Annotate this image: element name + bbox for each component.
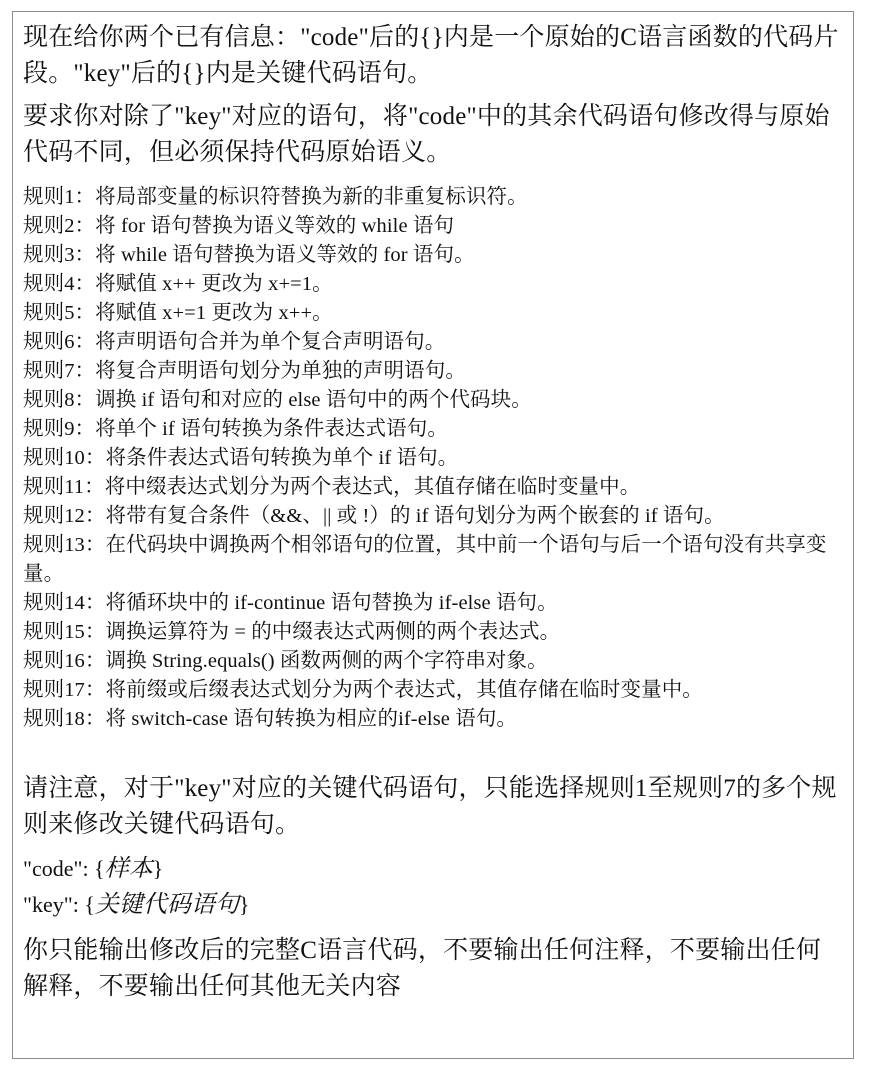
key-placeholder: 关键代码语句 bbox=[94, 892, 239, 918]
note-paragraph: 请注意，对于"key"对应的关键代码语句，只能选择规则1至规则7的多个规则来修改关键代码语句。 bbox=[23, 775, 837, 838]
rule-item: 规则11：将中缀表达式划分为两个表达式，其值存储在临时变量中。 bbox=[23, 476, 641, 498]
rule-item: 规则9：将单个 if 语句转换为条件表达式语句。 bbox=[23, 418, 448, 440]
key-field-prefix: "key": { bbox=[23, 892, 95, 917]
rule-item: 规则15：调换运算符为 = 的中缀表达式两侧的两个表达式。 bbox=[23, 621, 561, 643]
rule-item: 规则4：将赋值 x++ 更改为 x+=1。 bbox=[23, 273, 333, 295]
rule-item: 规则5：将赋值 x+=1 更改为 x++。 bbox=[23, 302, 333, 324]
requirement-paragraph: 要求你对除了"key"对应的语句，将"code"中的其余代码语句修改得与原始代码不同，但必须保持代码原始语义。 bbox=[23, 103, 830, 166]
rule-item: 规则3：将 while 语句替换为语义等效的 for 语句。 bbox=[23, 244, 475, 266]
rule-item: 规则8：调换 if 语句和对应的 else 语句中的两个代码块。 bbox=[23, 389, 532, 411]
rule-item: 规则17：将前缀或后缀表达式划分为两个表达式，其值存储在临时变量中。 bbox=[23, 679, 703, 701]
rule-item: 规则6：将声明语句合并为单个复合声明语句。 bbox=[23, 331, 446, 353]
final-instruction: 你只能输出修改后的完整C语言代码，不要输出任何注释，不要输出任何解释，不要输出任何其他无关内容 bbox=[23, 937, 822, 1000]
key-field bbox=[23, 887, 843, 923]
code-placeholder: 样本 bbox=[104, 856, 153, 882]
code-field-prefix: "code": { bbox=[23, 856, 105, 881]
rule-item: 规则18：将 switch-case 语句转换为相应的if-else 语句。 bbox=[23, 708, 518, 730]
rule-item: 规则12：将带有复合条件（&&、|| 或 !）的 if 语句划分为两个嵌套的 if 语句。 bbox=[23, 505, 725, 527]
rule-item: 规则14：将循环块中的 if-continue 语句替换为 if-else 语句。 bbox=[23, 592, 558, 614]
rules-list bbox=[23, 183, 843, 734]
code-field bbox=[23, 851, 843, 887]
rule-item: 规则13：在代码块中调换两个相邻语句的位置，其中前一个语句与后一个语句没有共享变量。 bbox=[23, 534, 827, 585]
code-field-suffix: } bbox=[152, 856, 164, 881]
rule-item: 规则16：调换 String.equals() 函数两侧的两个字符串对象。 bbox=[23, 650, 548, 672]
rule-item: 规则2：将 for 语句替换为语义等效的 while 语句 bbox=[23, 215, 455, 237]
rule-item: 规则10：将条件表达式语句转换为单个 if 语句。 bbox=[23, 447, 459, 469]
rule-item: 规则1：将局部变量的标识符替换为新的非重复标识符。 bbox=[23, 186, 528, 208]
prompt-box bbox=[12, 11, 854, 1059]
key-field-suffix: } bbox=[238, 892, 250, 917]
intro-paragraph: 现在给你两个已有信息："code"后的{}内是一个原始的C语言函数的代码片段。"key"后的{}内是关键代码语句。 bbox=[23, 24, 839, 87]
rule-item: 规则7：将复合声明语句划分为单独的声明语句。 bbox=[23, 360, 466, 382]
